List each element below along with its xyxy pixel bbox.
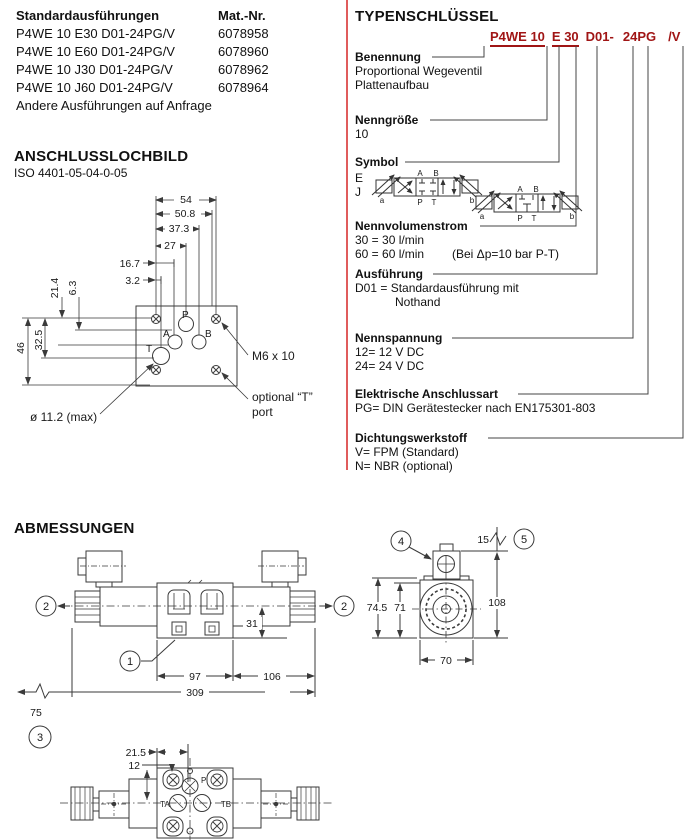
section-line: J <box>355 185 361 199</box>
type-code-part: D01- <box>585 29 614 44</box>
symbol-e <box>372 175 482 197</box>
sym-port-b: b <box>469 196 475 205</box>
dim-108: 108 <box>488 597 506 609</box>
section-label: Symbol <box>355 155 399 169</box>
dim-97: 97 <box>189 671 201 683</box>
section-line: E <box>355 171 364 185</box>
dim-71: 71 <box>394 602 406 614</box>
symbol-j <box>469 191 582 213</box>
sym-port-A: A <box>517 185 523 194</box>
section-line-note: (Bei Δp=10 bar P-T) <box>452 247 560 261</box>
label-optional-t: optional “T” <box>252 390 313 404</box>
callout-2: 2 <box>42 601 50 613</box>
end-view <box>372 527 508 665</box>
dim-46: 46 <box>15 342 27 354</box>
dim-70: 70 <box>440 655 452 667</box>
table-row-matnr: 6078964 <box>218 80 269 95</box>
anschluss-iso: ISO 4401-05-04-0-05 <box>14 166 128 180</box>
type-code-part: E 30 <box>552 29 579 47</box>
typ-title: TYPENSCHLÜSSEL <box>355 8 499 25</box>
dim-21-5: 21.5 <box>125 747 146 759</box>
dim-15: 15 <box>477 534 489 546</box>
port-label-p-top: P <box>201 776 207 785</box>
callout-1: 1 <box>126 656 134 668</box>
port-label-t: T <box>146 344 153 355</box>
sym-port-T: T <box>531 214 537 223</box>
abmessungen-title: ABMESSUNGEN <box>14 520 135 537</box>
table-row-type: P4WE 10 J60 D01-24PG/V <box>16 80 173 95</box>
dim-309: 309 <box>186 687 204 699</box>
section-label: Elektrische Anschlussart <box>355 387 498 401</box>
type-code-part: 24PG <box>622 29 657 44</box>
section-label: Nennspannung <box>355 331 443 345</box>
port-label-a: A <box>163 329 170 340</box>
anschluss-title: ANSCHLUSSLOCHBILD <box>14 148 189 165</box>
section-label: Nenngröße <box>355 113 419 127</box>
sym-port-A: A <box>417 169 423 178</box>
dim-106: 106 <box>263 671 281 683</box>
dim-12: 12 <box>128 760 140 772</box>
sym-port-b: b <box>569 212 575 221</box>
section-line: 12= 12 V DC <box>355 345 425 359</box>
dim-6-3: 6.3 <box>67 280 79 296</box>
sym-port-a: a <box>379 196 385 205</box>
dim-21-4: 21.4 <box>49 277 61 299</box>
section-line: Plattenaufbau <box>355 78 430 92</box>
sym-port-B: B <box>433 169 439 178</box>
table-row-type: P4WE 10 E60 D01-24PG/V <box>16 44 175 59</box>
standard-title: Standardausführungen <box>16 8 160 23</box>
port-label-ta: TA <box>160 800 170 809</box>
dim-75: 75 <box>30 707 42 719</box>
dim-37-3: 37.3 <box>168 223 190 235</box>
sym-port-T: T <box>431 198 437 207</box>
matnr-header: Mat.-Nr. <box>218 8 266 23</box>
label-m6: M6 x 10 <box>252 349 295 363</box>
port-label-b: B <box>205 329 212 340</box>
section-line: V= FPM (Standard) <box>355 445 459 459</box>
table-row-type: P4WE 10 E30 D01-24PG/V <box>16 26 175 41</box>
section-label: Ausführung <box>355 267 423 281</box>
table-row-matnr: 6078962 <box>218 62 269 77</box>
mounting-hole-drawing <box>0 185 350 445</box>
dim-32-5: 32.5 <box>33 329 45 351</box>
dimension-drawings <box>0 530 700 840</box>
callout-5: 5 <box>520 534 528 546</box>
dim-31: 31 <box>246 618 258 630</box>
label-optional-t-port: port <box>252 405 273 419</box>
section-line: PG= DIN Gerätestecker nach EN175301-803 <box>355 401 596 415</box>
table-row-matnr: 6078958 <box>218 26 269 41</box>
table-row-type: P4WE 10 J30 D01-24PG/V <box>16 62 173 77</box>
valve-symbols <box>370 166 598 221</box>
sym-port-a: a <box>479 212 485 221</box>
sym-port-P: P <box>517 214 523 223</box>
dim-16-7: 16.7 <box>119 258 140 270</box>
sym-port-P: P <box>417 198 423 207</box>
sym-port-B: B <box>533 185 539 194</box>
section-label: Nennvolumenstrom <box>355 219 468 233</box>
port-label-p: P <box>182 310 189 321</box>
section-label: Benennung <box>355 50 421 64</box>
section-line: Nothand <box>395 295 441 309</box>
label-diameter: ø 11.2 (max) <box>30 410 98 424</box>
side-view-labels <box>30 618 281 719</box>
callout-2: 2 <box>340 601 348 613</box>
section-line: 10 <box>355 127 369 141</box>
section-label: Dichtungswerkstoff <box>355 431 468 445</box>
section-line: Proportional Wegeventil <box>355 64 483 78</box>
dim-3-2: 3.2 <box>125 275 140 287</box>
dim-27: 27 <box>164 240 176 252</box>
bolt-holes <box>152 315 221 375</box>
type-code-part: P4WE 10 <box>490 29 545 47</box>
section-line: N= NBR (optional) <box>355 459 453 473</box>
dim-74-5: 74.5 <box>366 602 388 614</box>
section-line: 24= 24 V DC <box>355 359 425 373</box>
callout-4: 4 <box>397 536 405 548</box>
standard-table <box>16 8 269 113</box>
callout-numbers <box>37 534 527 744</box>
table-note: Andere Ausführungen auf Anfrage <box>16 98 212 113</box>
dimension-lines <box>22 196 248 414</box>
table-row-matnr: 6078960 <box>218 44 269 59</box>
dim-54: 54 <box>180 194 192 206</box>
section-line: D01 = Standardausführung mit <box>355 281 519 295</box>
section-line: 60 = 60 l/min <box>355 247 425 261</box>
callout-3: 3 <box>36 732 44 744</box>
port-label-tb: TB <box>220 800 232 809</box>
dimension-labels <box>15 194 313 424</box>
top-view <box>60 744 332 840</box>
type-code-part: /V <box>668 29 681 44</box>
dim-50-8: 50.8 <box>174 208 196 220</box>
section-line: 30 = 30 l/min <box>355 233 425 247</box>
